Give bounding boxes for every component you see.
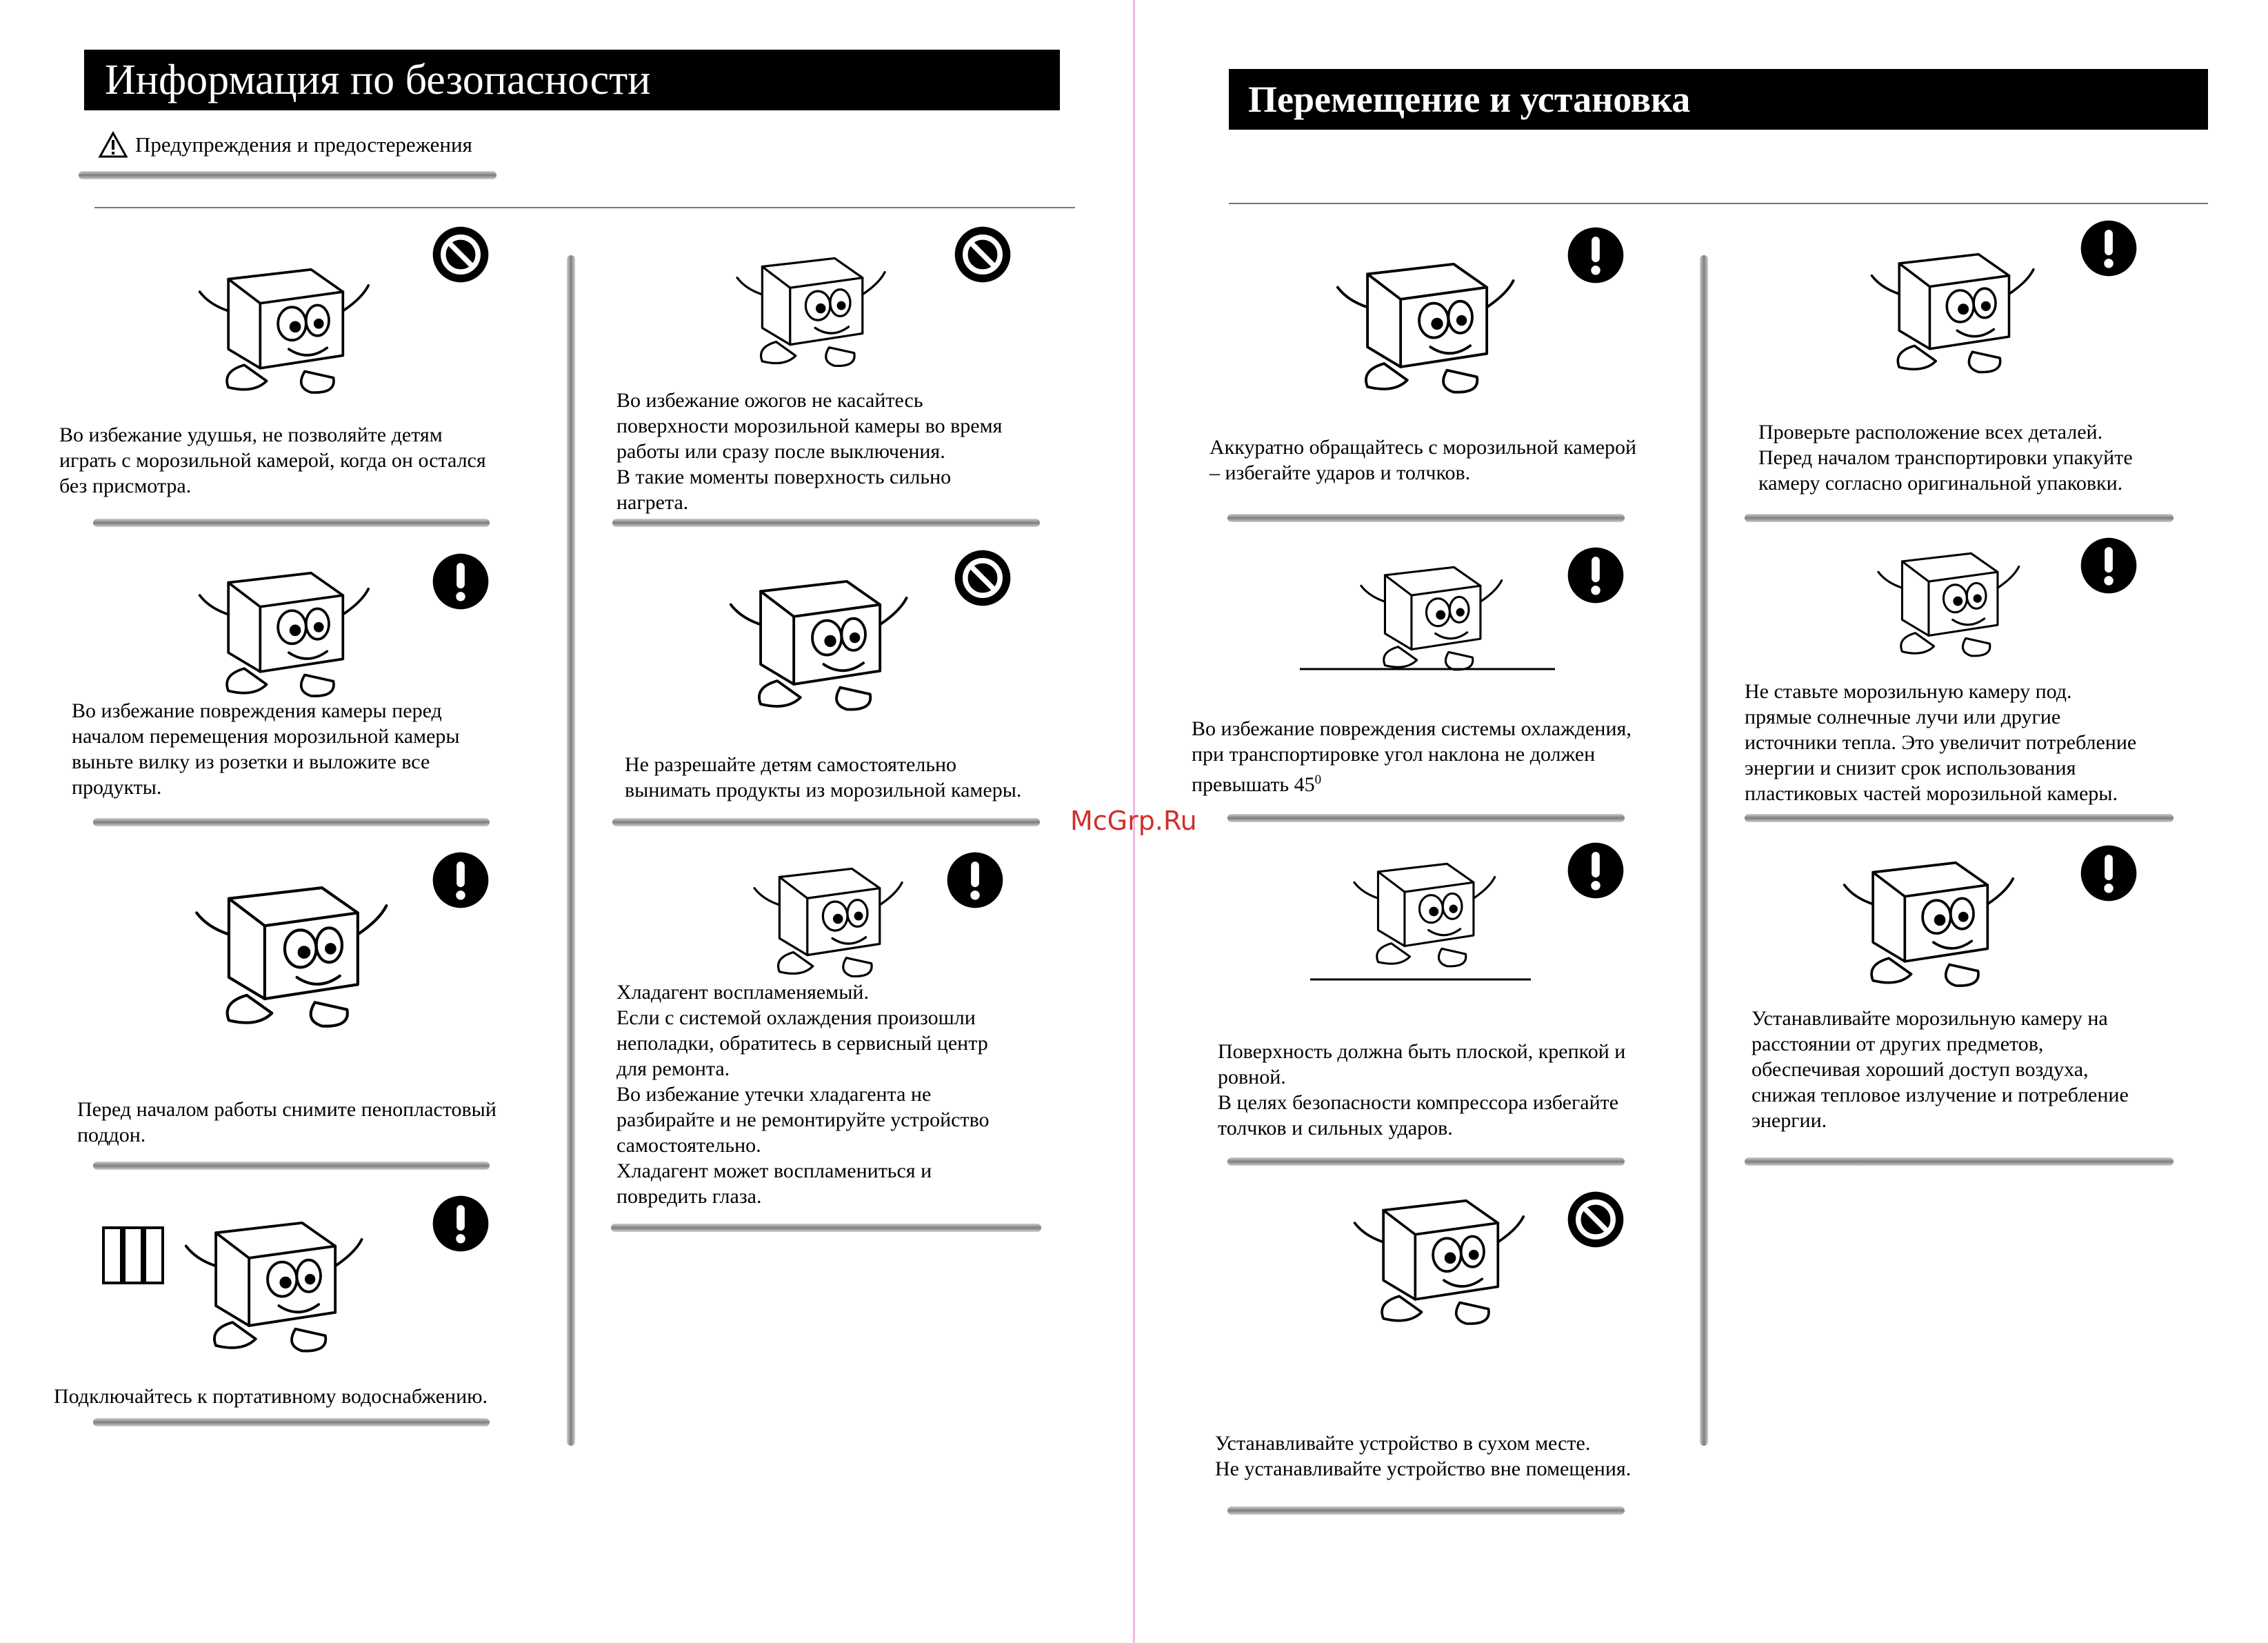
warning-text-refrigerant: Хладагент воспламеняемый. Если с системой охлаждения произошли неполадки, обратитесь в сервисный центр для ремонта. Во избежание утечки хладагента не разбирайте и не ремонтируйте устройство самостоятельно. Хладагент может воспламениться и повредить глаза. — [616, 981, 990, 1208]
warning-text-foam-tray: Перед началом работы снимите пенопластовый поддон. — [77, 1098, 496, 1146]
mandatory-icon — [1567, 842, 1625, 899]
section-separator — [1227, 814, 1625, 822]
dry-place-illustration — [1310, 1166, 1558, 1331]
warning-text-packaging: Проверьте расположение всех деталей. Перед началом транспортировки упакуйте камеру согласно оригинальной упаковки. — [1758, 421, 2133, 495]
safety-info-title: Информация по безопасности — [84, 50, 1060, 110]
flat-surface-illustration — [1303, 835, 1538, 986]
mandatory-icon — [1567, 226, 1625, 284]
tilt-angle-illustration — [1296, 538, 1558, 676]
ventilation-illustration — [1793, 828, 2055, 993]
careful-handling-illustration — [1303, 228, 1538, 400]
mandatory-icon — [1567, 546, 1625, 604]
subtitle-underline — [79, 171, 496, 179]
warning-text-ventilation: Устанавливайте морозильную камеру на расстоянии от других предметов, обеспечивая хороший доступ воздуха, снижая тепловое излучение и потребление энергии. — [1752, 1007, 2129, 1132]
divider-line — [94, 207, 1075, 208]
watermark: McGrp.Ru — [1070, 806, 1197, 836]
divider-line — [1229, 203, 2208, 204]
section-separator — [1227, 1157, 1625, 1166]
section-separator — [93, 519, 490, 527]
warning-text-dry-place: Устанавливайте устройство в сухом месте. Не устанавливайте устройство вне помещения. — [1215, 1432, 1632, 1480]
subtitle-text: Предупреждения и предостережения — [135, 132, 472, 157]
prohibition-icon — [954, 226, 1012, 283]
section-separator — [93, 818, 490, 826]
mandatory-icon — [2080, 844, 2138, 902]
section-separator — [612, 818, 1040, 826]
prohibition-icon — [954, 549, 1012, 607]
mandatory-icon — [432, 1195, 490, 1253]
column-divider — [567, 255, 575, 1446]
section-separator — [1745, 1157, 2174, 1166]
warning-text-suffocation: Во избежание удушья, не позволяйте детям играть с морозильной камерой, когда он остался без присмотра. — [59, 424, 486, 497]
mandatory-icon — [432, 552, 490, 610]
warnings-subtitle — [98, 131, 472, 159]
warning-triangle-icon — [98, 131, 128, 159]
moving-installation-title: Перемещение и установка — [1229, 69, 2208, 130]
packaging-illustration — [1834, 221, 2062, 379]
burn-warning-illustration — [690, 228, 924, 372]
refrigerant-illustration — [721, 838, 927, 983]
section-separator — [611, 1224, 1041, 1232]
column-divider — [1700, 255, 1708, 1446]
section-separator — [1227, 514, 1625, 522]
section-separator — [1745, 514, 2174, 522]
warning-text-flat-surface: Поверхность должна быть плоской, крепкой и ровной. В целях безопасности компрессора избегайте толчков и сильных ударов. — [1218, 1040, 1626, 1139]
section-separator — [1227, 1506, 1625, 1515]
warning-text-water: Подключайтесь к портативному водоснабжению. — [54, 1385, 488, 1408]
section-separator — [612, 519, 1040, 527]
foam-tray-illustration — [176, 848, 397, 1035]
warning-text-unplug: Во избежание повреждения камеры перед началом перемещения морозильной камеры выньте вилку из розетки и выложите все продукты. — [72, 699, 460, 799]
unplug-illustration — [176, 538, 383, 704]
water-supply-illustration — [97, 1186, 386, 1359]
warning-text-burn: Во избежание ожогов не касайтесь поверхности морозильной камеры во время работы или сразу после выключения. В такие моменты поверхность сильно нагрета. — [616, 389, 1003, 514]
sunlight-illustration — [1834, 524, 2055, 662]
mandatory-icon — [2080, 219, 2138, 277]
warning-text-tilt: Во избежание повреждения системы охлаждения, при транспортировке угол наклона не должен превышать $45^0$ — [1192, 717, 1632, 796]
section-separator — [1745, 814, 2174, 822]
mandatory-icon — [946, 851, 1004, 909]
warning-text-sunlight: Не ставьте морозильную камеру под. прямые солнечные лучи или другие источники тепла. Это увеличит потребление энергии и снизит срок использования пластиковых частей морозильной камеры. — [1745, 680, 2137, 805]
mandatory-icon — [432, 851, 490, 909]
prohibition-icon — [1567, 1191, 1625, 1248]
section-separator — [93, 1162, 490, 1170]
warning-text-handling: Аккуратно обращайтесь с морозильной камерой – избегайте ударов и толчков. — [1210, 436, 1637, 484]
mandatory-icon — [2080, 537, 2138, 595]
freezer-child-illustration — [176, 235, 383, 400]
section-separator — [93, 1418, 490, 1426]
warning-text-children-food: Не разрешайте детям самостоятельно вынимать продукты из морозильной камеры. — [625, 753, 1022, 801]
prohibition-icon — [432, 226, 490, 283]
child-food-illustration — [703, 545, 924, 717]
